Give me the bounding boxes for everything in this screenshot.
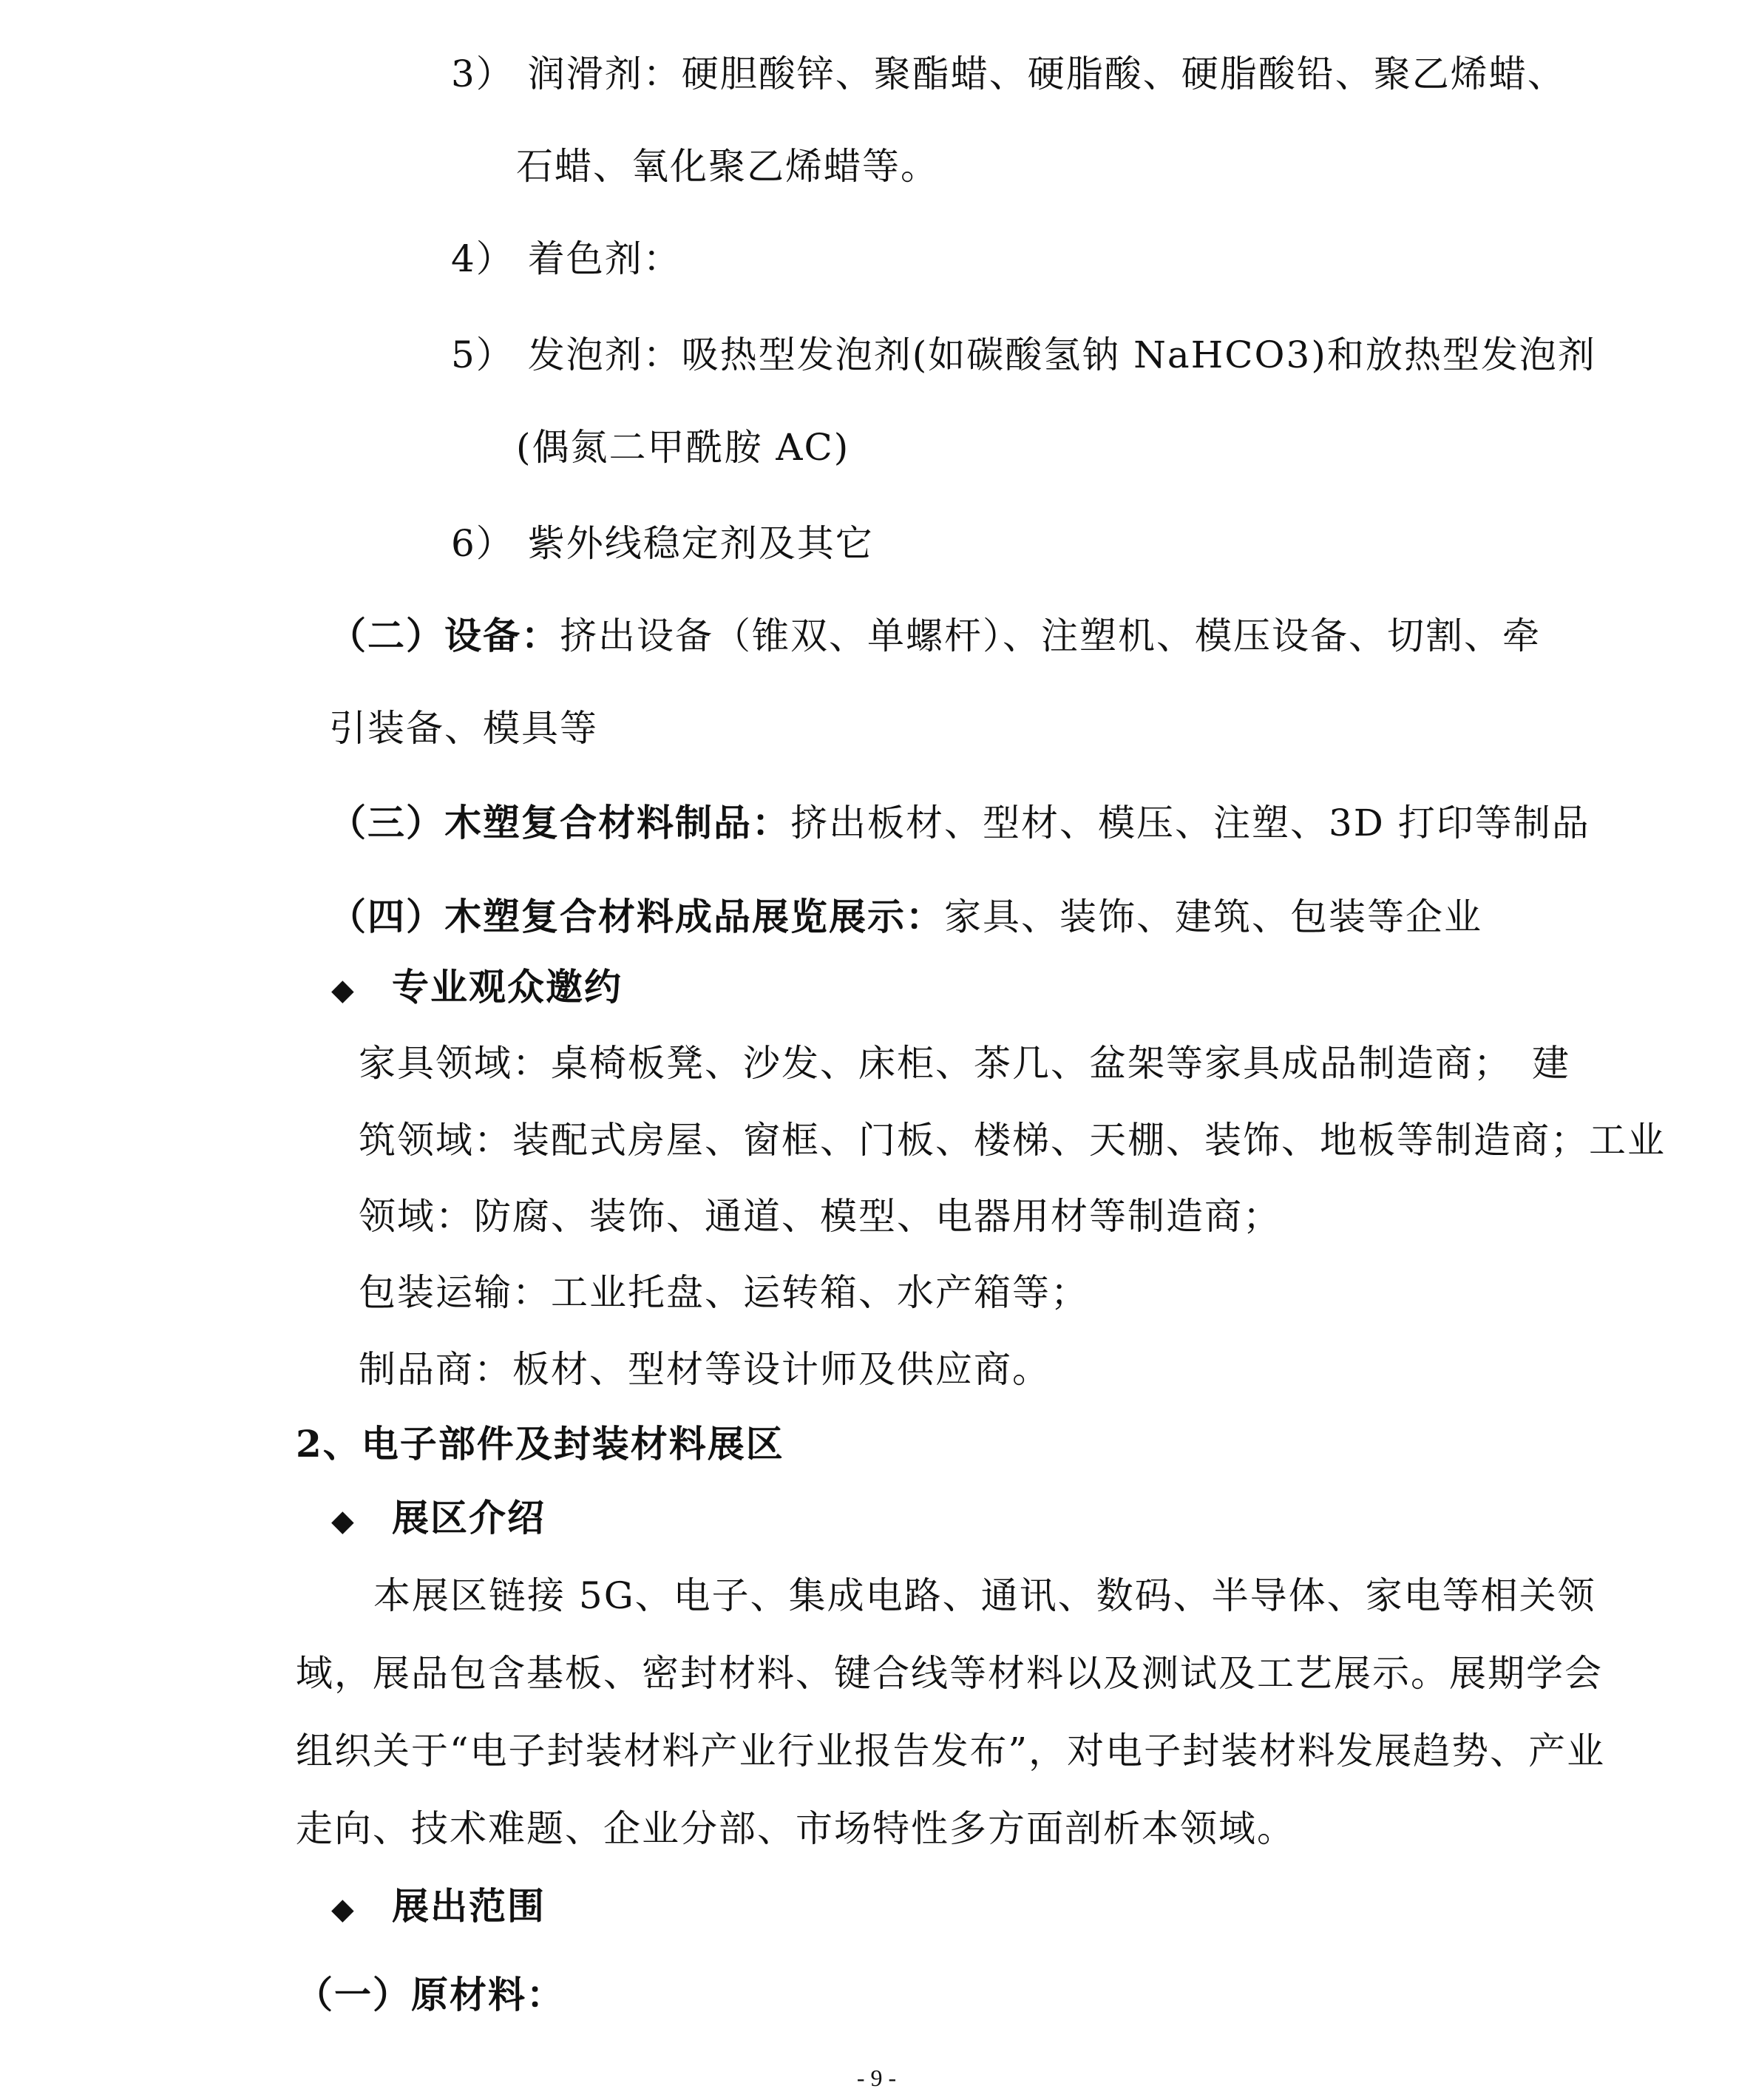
equipment-line xyxy=(329,614,1541,658)
equipment-text: 挤出设备（锥双、单螺杆）、注塑机、模压设备、切割、牵 xyxy=(560,614,1541,657)
section-2-title: 2、电子部件及封装材料展区 xyxy=(296,1422,784,1466)
diamond-bullet-icon: ◆ xyxy=(331,1891,356,1926)
colorant-line: 4） 着色剂： xyxy=(451,237,682,280)
audience-heading-line xyxy=(331,965,623,1012)
scope-heading: 展出范围 xyxy=(392,1884,546,1928)
audience-line: 包装运输：工业托盘、运转箱、水产箱等； xyxy=(359,1271,1089,1314)
intro-paragraph-line: 走向、技术难题、企业分部、市场特性多方面剖析本领域。 xyxy=(296,1807,1295,1850)
audience-line: 筑领域：装配式房屋、窗框、门板、楼梯、天棚、装饰、地板等制造商；工业 xyxy=(359,1119,1666,1162)
intro-paragraph-line: 本展区链接 5G、电子、集成电路、通讯、数码、半导体、家电等相关领 xyxy=(373,1574,1596,1617)
audience-line: 家具领域：桌椅板凳、沙发、床柜、茶几、盆架等家具成品制造商； 建 xyxy=(359,1042,1570,1085)
audience-line: 制品商：板材、型材等设计师及供应商。 xyxy=(359,1348,1051,1391)
showcase-line xyxy=(329,895,1482,939)
raw-materials-heading: （一）原材料： xyxy=(296,1973,565,2016)
diamond-bullet-icon: ◆ xyxy=(331,1503,356,1538)
products-text: 挤出板材、型材、模压、注塑、3D 打印等制品 xyxy=(790,802,1590,844)
intro-heading-line xyxy=(331,1496,546,1543)
diamond-bullet-icon: ◆ xyxy=(331,972,356,1007)
showcase-heading: （四）木塑复合材料成品展览展示： xyxy=(329,895,944,938)
products-heading: （三）木塑复合材料制品： xyxy=(329,801,790,844)
scope-heading-line xyxy=(331,1884,546,1931)
audience-line: 领域：防腐、装饰、通道、模型、电器用材等制造商； xyxy=(359,1195,1281,1238)
products-line xyxy=(329,801,1590,845)
equipment-line-cont: 引装备、模具等 xyxy=(329,707,598,750)
foaming-agent-line: 5） 发泡剂：吸热型发泡剂(如碳酸氢钠 NaHCO3)和放热型发泡剂 xyxy=(451,333,1596,376)
foaming-agent-line-cont: (偶氮二甲酰胺 AC) xyxy=(516,426,850,469)
intro-paragraph-line: 域，展品包含基板、密封材料、键合线等材料以及测试及工艺展示。展期学会 xyxy=(296,1652,1603,1695)
lubricant-line: 3） 润滑剂：硬胆酸锌、聚酯蜡、硬脂酸、硬脂酸铅、聚乙烯蜡、 xyxy=(451,52,1566,95)
equipment-heading: （二）设备： xyxy=(329,614,560,657)
intro-paragraph-line: 组织关于“电子封装材料产业行业报告发布”，对电子封装材料发展趋势、产业 xyxy=(296,1730,1606,1772)
intro-heading: 展区介绍 xyxy=(392,1496,546,1540)
uv-stabilizer-line: 6） 紫外线稳定剂及其它 xyxy=(451,522,874,565)
lubricant-line-cont: 石蜡、氧化聚乙烯蜡等。 xyxy=(516,145,939,188)
audience-heading: 专业观众邀约 xyxy=(392,965,623,1009)
showcase-text: 家具、装饰、建筑、包装等企业 xyxy=(944,895,1482,938)
page-number: - 9 - xyxy=(856,2065,897,2091)
